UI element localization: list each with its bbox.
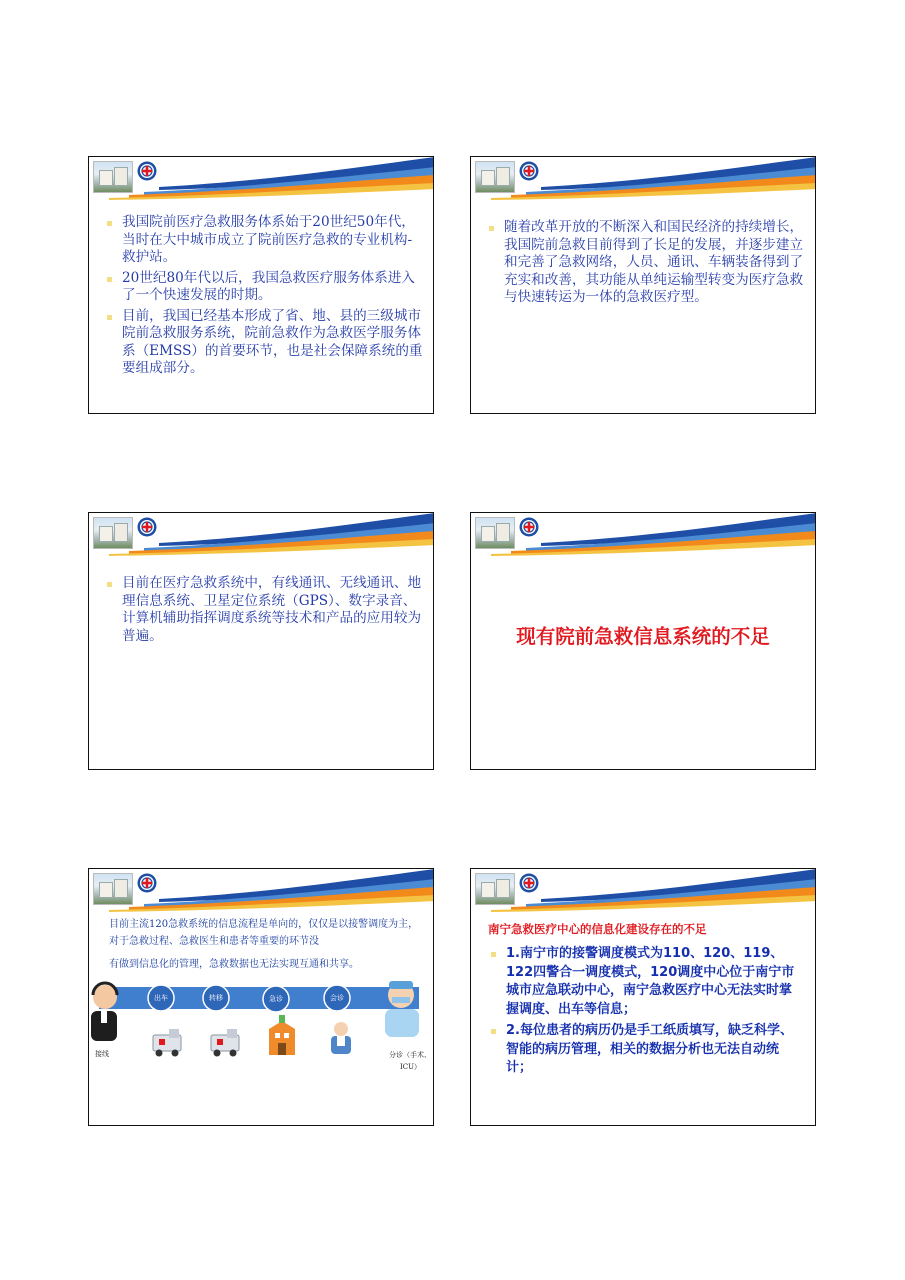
info-flow-diagram	[89, 973, 434, 1123]
slide-5	[88, 868, 434, 1126]
flow-description-line: 目前主流120急救系统的信息流程是单向的，仅仅是以接警调度为主，对于急救过程、急救医生和患者等重要的环节没	[109, 919, 419, 947]
header-wave-decoration	[89, 157, 434, 207]
triage-label: 分诊（手术、	[389, 1051, 431, 1059]
emergency-building-icon	[269, 1015, 295, 1055]
flow-description-line: 有做到信息化的管理，急救数据也无法实现互通和共享。	[109, 959, 359, 970]
bullet-item: 目前，我国已经基本形成了省、地、县的三级城市院前急救服务系统，院前急救作为急救医学服务体系（EMSS）的首要环节，也是社会保障系统的重要组成部分。	[105, 308, 423, 378]
flow-description	[109, 916, 425, 973]
slide-body	[487, 219, 805, 310]
slide-title: 现有院前急救信息系统的不足	[516, 625, 770, 648]
flow-step-marker	[148, 985, 174, 1011]
slide-1	[88, 156, 434, 414]
slide-header	[89, 157, 433, 207]
consult-doctor-icon	[331, 1022, 351, 1054]
ambulance-icon	[211, 1029, 239, 1057]
ambulance-icon	[153, 1029, 181, 1057]
flow-step-label: 急诊	[269, 995, 283, 1003]
header-wave-decoration	[471, 513, 816, 563]
slide-6	[470, 868, 816, 1126]
slide-3	[88, 512, 434, 770]
operator-label: 接线	[95, 1050, 109, 1058]
slide-2	[470, 156, 816, 414]
triage-label: ICU）	[400, 1063, 422, 1071]
flow-step-marker	[324, 985, 350, 1011]
slide-body	[105, 575, 423, 648]
flow-band	[99, 987, 419, 1009]
header-wave-decoration	[89, 513, 434, 563]
flow-step-marker	[203, 985, 229, 1011]
header-wave-decoration	[89, 869, 434, 919]
slide-header	[89, 513, 433, 563]
bullet-item: 2.每位患者的病历仍是手工纸质填写，缺乏科学、智能的病历管理，相关的数据分析也无法自动统计；	[489, 1022, 799, 1078]
bullet-item: 20世纪80年代以后，我国急救医疗服务体系进入了一个快速发展的时期。	[105, 270, 423, 305]
flow-step-label: 会诊	[330, 994, 344, 1002]
header-wave-decoration	[471, 157, 816, 207]
slide-header	[89, 869, 433, 919]
flow-step-label: 出车	[154, 994, 168, 1002]
slide-header	[471, 513, 815, 563]
header-wave-decoration	[471, 869, 816, 919]
slide-header	[471, 869, 815, 919]
slide-body	[105, 214, 423, 381]
slide-4	[470, 512, 816, 770]
slide-heading: 南宁急救医疗中心的信息化建设存在的不足	[488, 922, 707, 936]
operator-headset-icon	[91, 983, 117, 1041]
slide-body	[489, 945, 799, 1081]
flow-step-label: 转移	[209, 994, 223, 1002]
bullet-item: 1.南宁市的接警调度模式为110、120、119、122四警合一调度模式，120调度中心位于南宁市城市应急联动中心，南宁急救医疗中心无法实时掌握调度、出车等信息；	[489, 945, 799, 1019]
slide-header	[471, 157, 815, 207]
bullet-item: 目前在医疗急救系统中，有线通讯、无线通讯、地理信息系统、卫星定位系统（GPS）、数字录音、计算机辅助指挥调度系统等技术和产品的应用较为普遍。	[105, 575, 423, 645]
bullet-item: 随着改革开放的不断深入和国民经济的持续增长，我国院前急救目前得到了长足的发展，并逐步建立和完善了急救网络，人员、通讯、车辆装备得到了充实和改善，其功能从单纯运输型转变为医疗急救与快速转运为一体的急救医疗型。	[487, 219, 805, 307]
bullet-item: 我国院前医疗急救服务体系始于20世纪50年代，当时在大中城市成立了院前医疗急救的专业机构-救护站。	[105, 214, 423, 267]
flow-step-marker	[263, 986, 289, 1012]
